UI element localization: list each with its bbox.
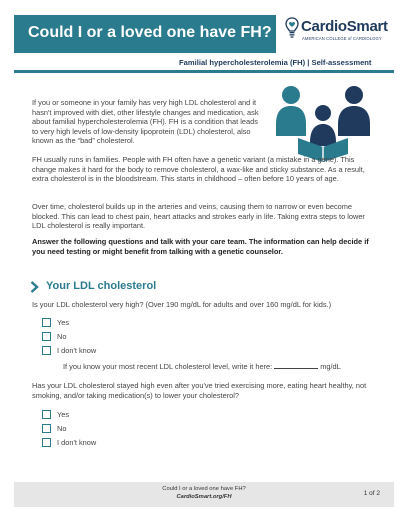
chevron-right-icon [30,281,39,293]
intro-paragraph-3: Over time, cholesterol builds up in the arteries and veins, causing them to narrow or even become blocked. This can lead to chest pain, heart attacks and strokes early in life. Taking extra steps to lower LDL cholesterol is really important. [32,202,365,231]
page-title: Could I or a loved one have FH? [28,24,272,41]
logo-wordmark: CardioSmart [301,18,388,35]
ldl-level-fill-in [63,362,341,371]
option-label: I don't know [57,438,97,447]
title-banner [14,15,276,53]
logo-subtitle: AMERICAN COLLEGE of CARDIOLOGY [302,36,382,41]
document-subhead: Familial hypercholesterolemia (FH) | Self-assessment [179,58,372,67]
option-label: No [57,332,67,341]
checkbox[interactable] [42,410,51,419]
option-label: I don't know [57,346,97,355]
option-label: Yes [57,410,70,419]
intro-paragraph-2: FH usually runs in families. People with FH often have a genetic variant (a mistake in a gene). This change makes it hard for the body to remove cholesterol, a wax-like and sticky substance. As a result, extra cholesterol is in the bloodstream. This starts in childhood – often before 10 years of age. [32,155,365,184]
page-number: 1 of 2 [363,490,380,497]
instructions-paragraph: Answer the following questions and talk with your care team. The information can help decide if you need testing or might benefit from talking with a genetic counselor. [32,237,369,256]
checkbox[interactable] [42,346,51,355]
page-footer [14,482,394,507]
ldl-level-blank[interactable] [274,368,318,369]
option-label: Yes [57,318,70,327]
heart-lightbulb-icon [285,17,299,39]
checkbox[interactable] [42,438,51,447]
checkbox[interactable] [42,332,51,341]
checkbox[interactable] [42,424,51,433]
option-label: No [57,424,67,433]
cardiosmart-logo[interactable] [285,16,391,46]
checkbox[interactable] [42,318,51,327]
family-group-icon [268,84,382,164]
footer-url-link[interactable]: CardioSmart.org/FH [176,494,232,500]
subhead-rule [14,70,394,73]
fill-in-unit: mg/dL [320,362,341,371]
intro-paragraph-1: If you or someone in your family has very high LDL cholesterol and it hasn't improved with diet, other lifestyle changes and medication, ask about familial hypercholesterolemia (FH). FH is a condition that leads to very high levels of low-density lipoprotein (LDL) cholesterol, also known as the “bad” cholesterol. [32,98,259,146]
section-heading-label: Your LDL cholesterol [46,280,157,292]
fill-in-prompt: If you know your most recent LDL cholesterol level, write it here: [63,362,273,371]
footer-title: Could I or a loved one have FH? [162,486,246,492]
question-ldl-high: Is your LDL cholesterol very high? (Over 190 mg/dL for adults and over 160 mg/dL for kids.) [32,300,332,309]
question-ldl-stayed-high: Has your LDL cholesterol stayed high even after you've tried exercising more, eating heart healthy, not smoking, and/or taking medication(s) to lower your cholesterol? [32,381,367,400]
